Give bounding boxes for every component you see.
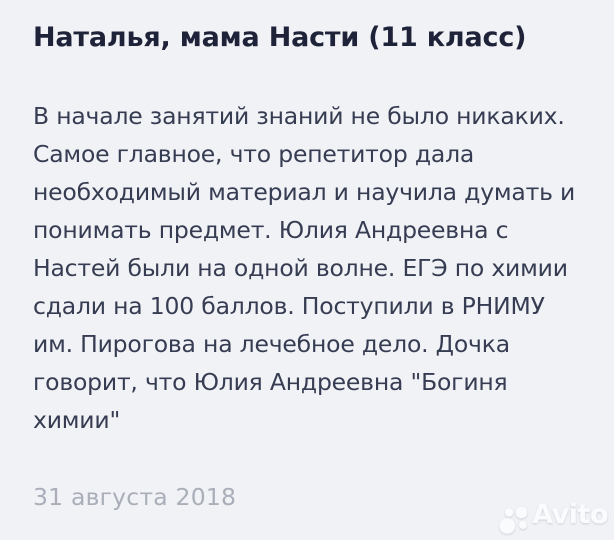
- avito-watermark: [490, 495, 608, 535]
- review-line: Настей были на одной волне. ЕГЭ по химии: [33, 254, 568, 282]
- review-line: говорит, что Юлия Андреевна "Богиня: [33, 368, 508, 396]
- review-line: Самое главное, что репетитор дала: [33, 140, 475, 168]
- review-line: им. Пирогова на лечебное дело. Дочка: [33, 330, 510, 358]
- review-line: химии": [33, 406, 121, 434]
- review-date: 31 августа 2018: [33, 483, 237, 511]
- avito-logo-icon: [490, 495, 530, 535]
- review-line: понимать предмет. Юлия Андреевна с: [33, 216, 509, 244]
- review-text: [33, 97, 600, 439]
- reviewer-name: Наталья, мама Насти (11 класс): [33, 22, 527, 53]
- review-line: В начале занятий знаний не было никаких.: [33, 102, 565, 130]
- review-line: сдали на 100 баллов. Поступили в РНИМУ: [33, 292, 545, 320]
- avito-label: Avito: [532, 499, 608, 530]
- review-line: необходимый материал и научила думать и: [33, 178, 576, 206]
